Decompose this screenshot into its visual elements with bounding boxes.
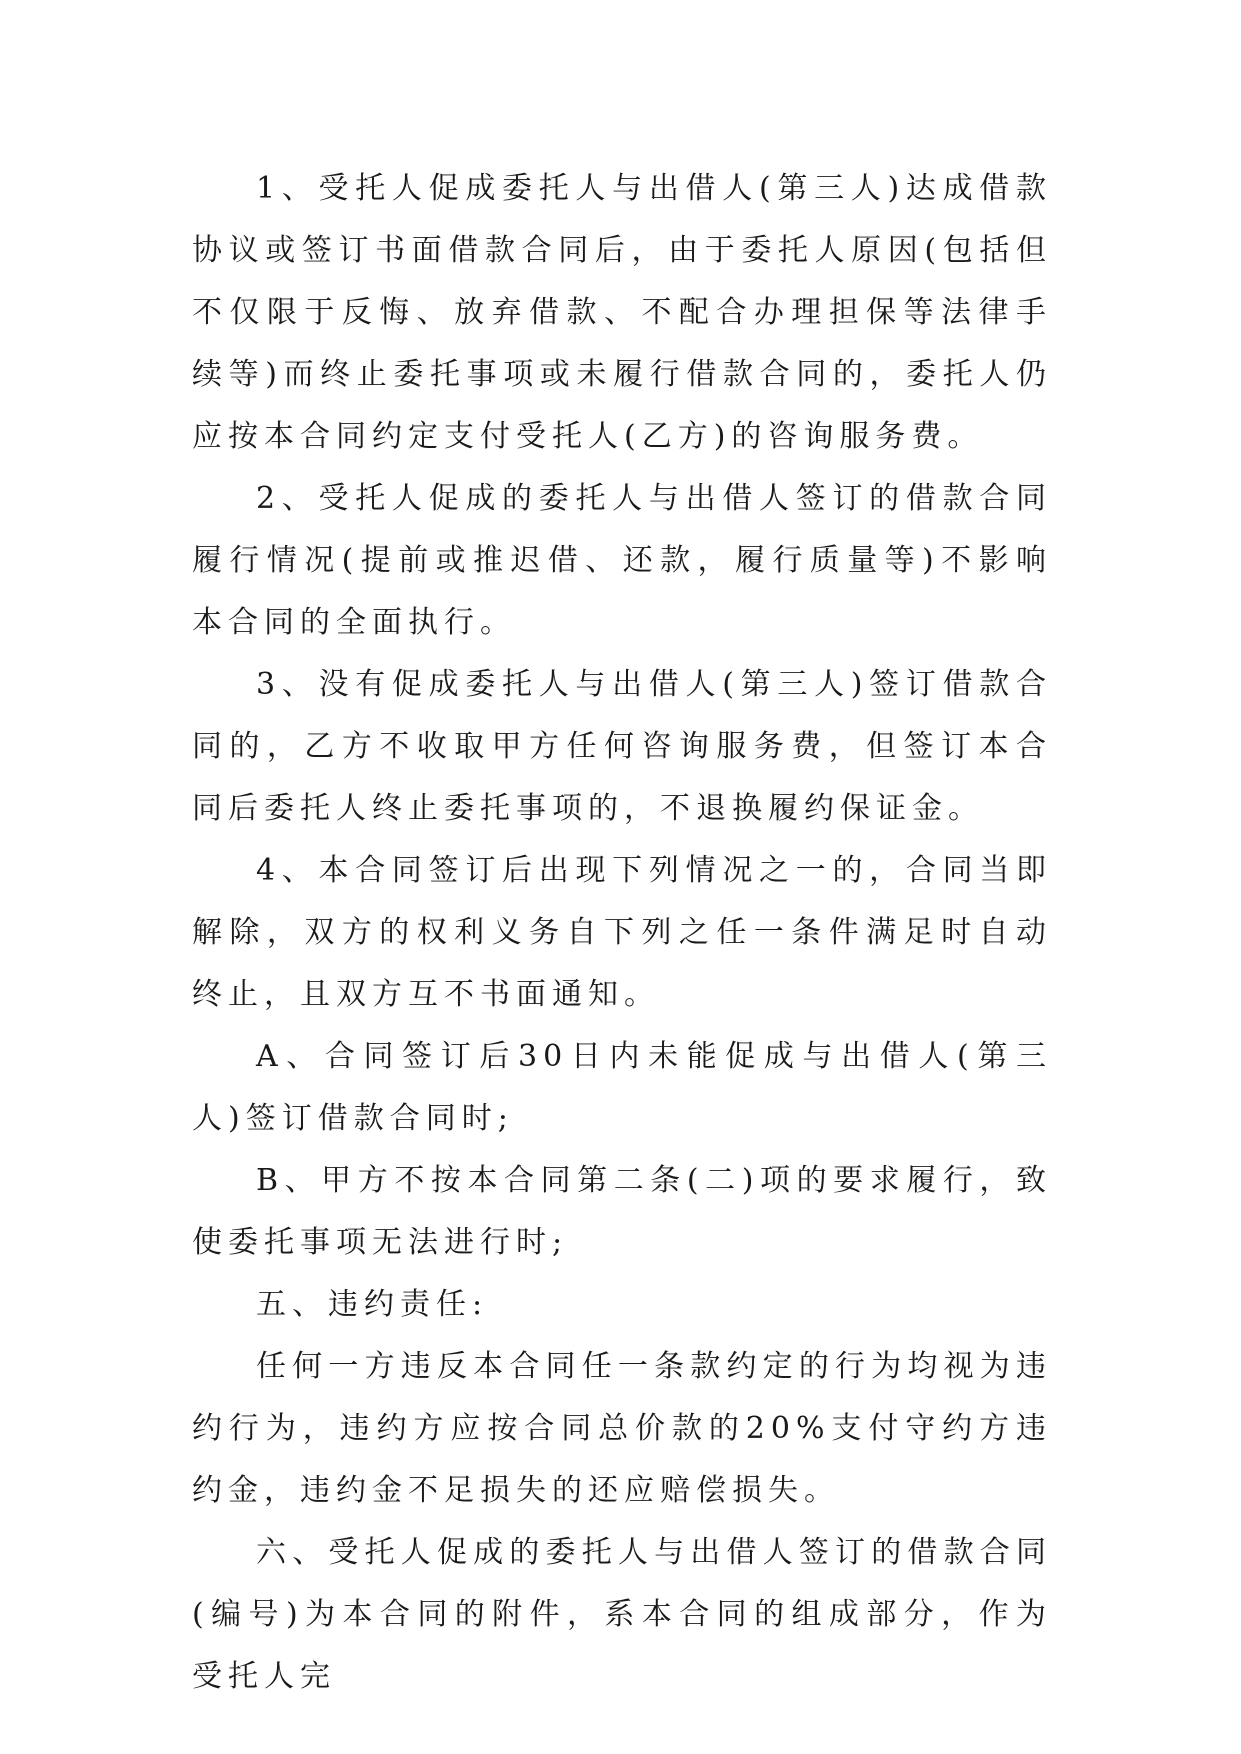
condition-a-paragraph: A、合同签订后30日内未能促成与出借人(第三人)签订借款合同时; xyxy=(192,1039,1052,1136)
breach-liability-paragraph: 任何一方违反本合同任一条款约定的行为均视为违约行为，违约方应按合同总价款的20%支付守约方违约金，违约金不足损失的还应赔偿损失。 xyxy=(192,1349,1052,1508)
section-five-heading: 五、违约责任: xyxy=(256,1287,489,1322)
section-six-paragraph: 六、受托人促成的委托人与出借人签订的借款合同(编号)为本合同的附件，系本合同的组成部分，作为受托人完 xyxy=(192,1535,1052,1694)
clause-1-paragraph: 1、受托人促成委托人与出借人(第三人)达成借款协议或签订书面借款合同后，由于委托人原因(包括但不仅限于反悔、放弃借款、不配合办理担保等法律手续等)而终止委托事项或未履行借款合同的，委托人仍应按本合同约定支付受托人(乙方)的咨询服务费。 xyxy=(192,171,1052,454)
document-body xyxy=(192,158,1052,1708)
condition-b-paragraph: B、甲方不按本合同第二条(二)项的要求履行，致使委托事项无法进行时; xyxy=(192,1163,1052,1260)
clause-4-paragraph: 4、本合同签订后出现下列情况之一的，合同当即解除，双方的权利义务自下列之任一条件满足时自动终止，且双方互不书面通知。 xyxy=(192,853,1052,1012)
clause-2-paragraph: 2、受托人促成的委托人与出借人签订的借款合同履行情况(提前或推迟借、还款，履行质量等)不影响本合同的全面执行。 xyxy=(192,481,1052,640)
clause-3-paragraph: 3、没有促成委托人与出借人(第三人)签订借款合同的，乙方不收取甲方任何咨询服务费，但签订本合同后委托人终止委托事项的，不退换履约保证金。 xyxy=(192,667,1052,826)
